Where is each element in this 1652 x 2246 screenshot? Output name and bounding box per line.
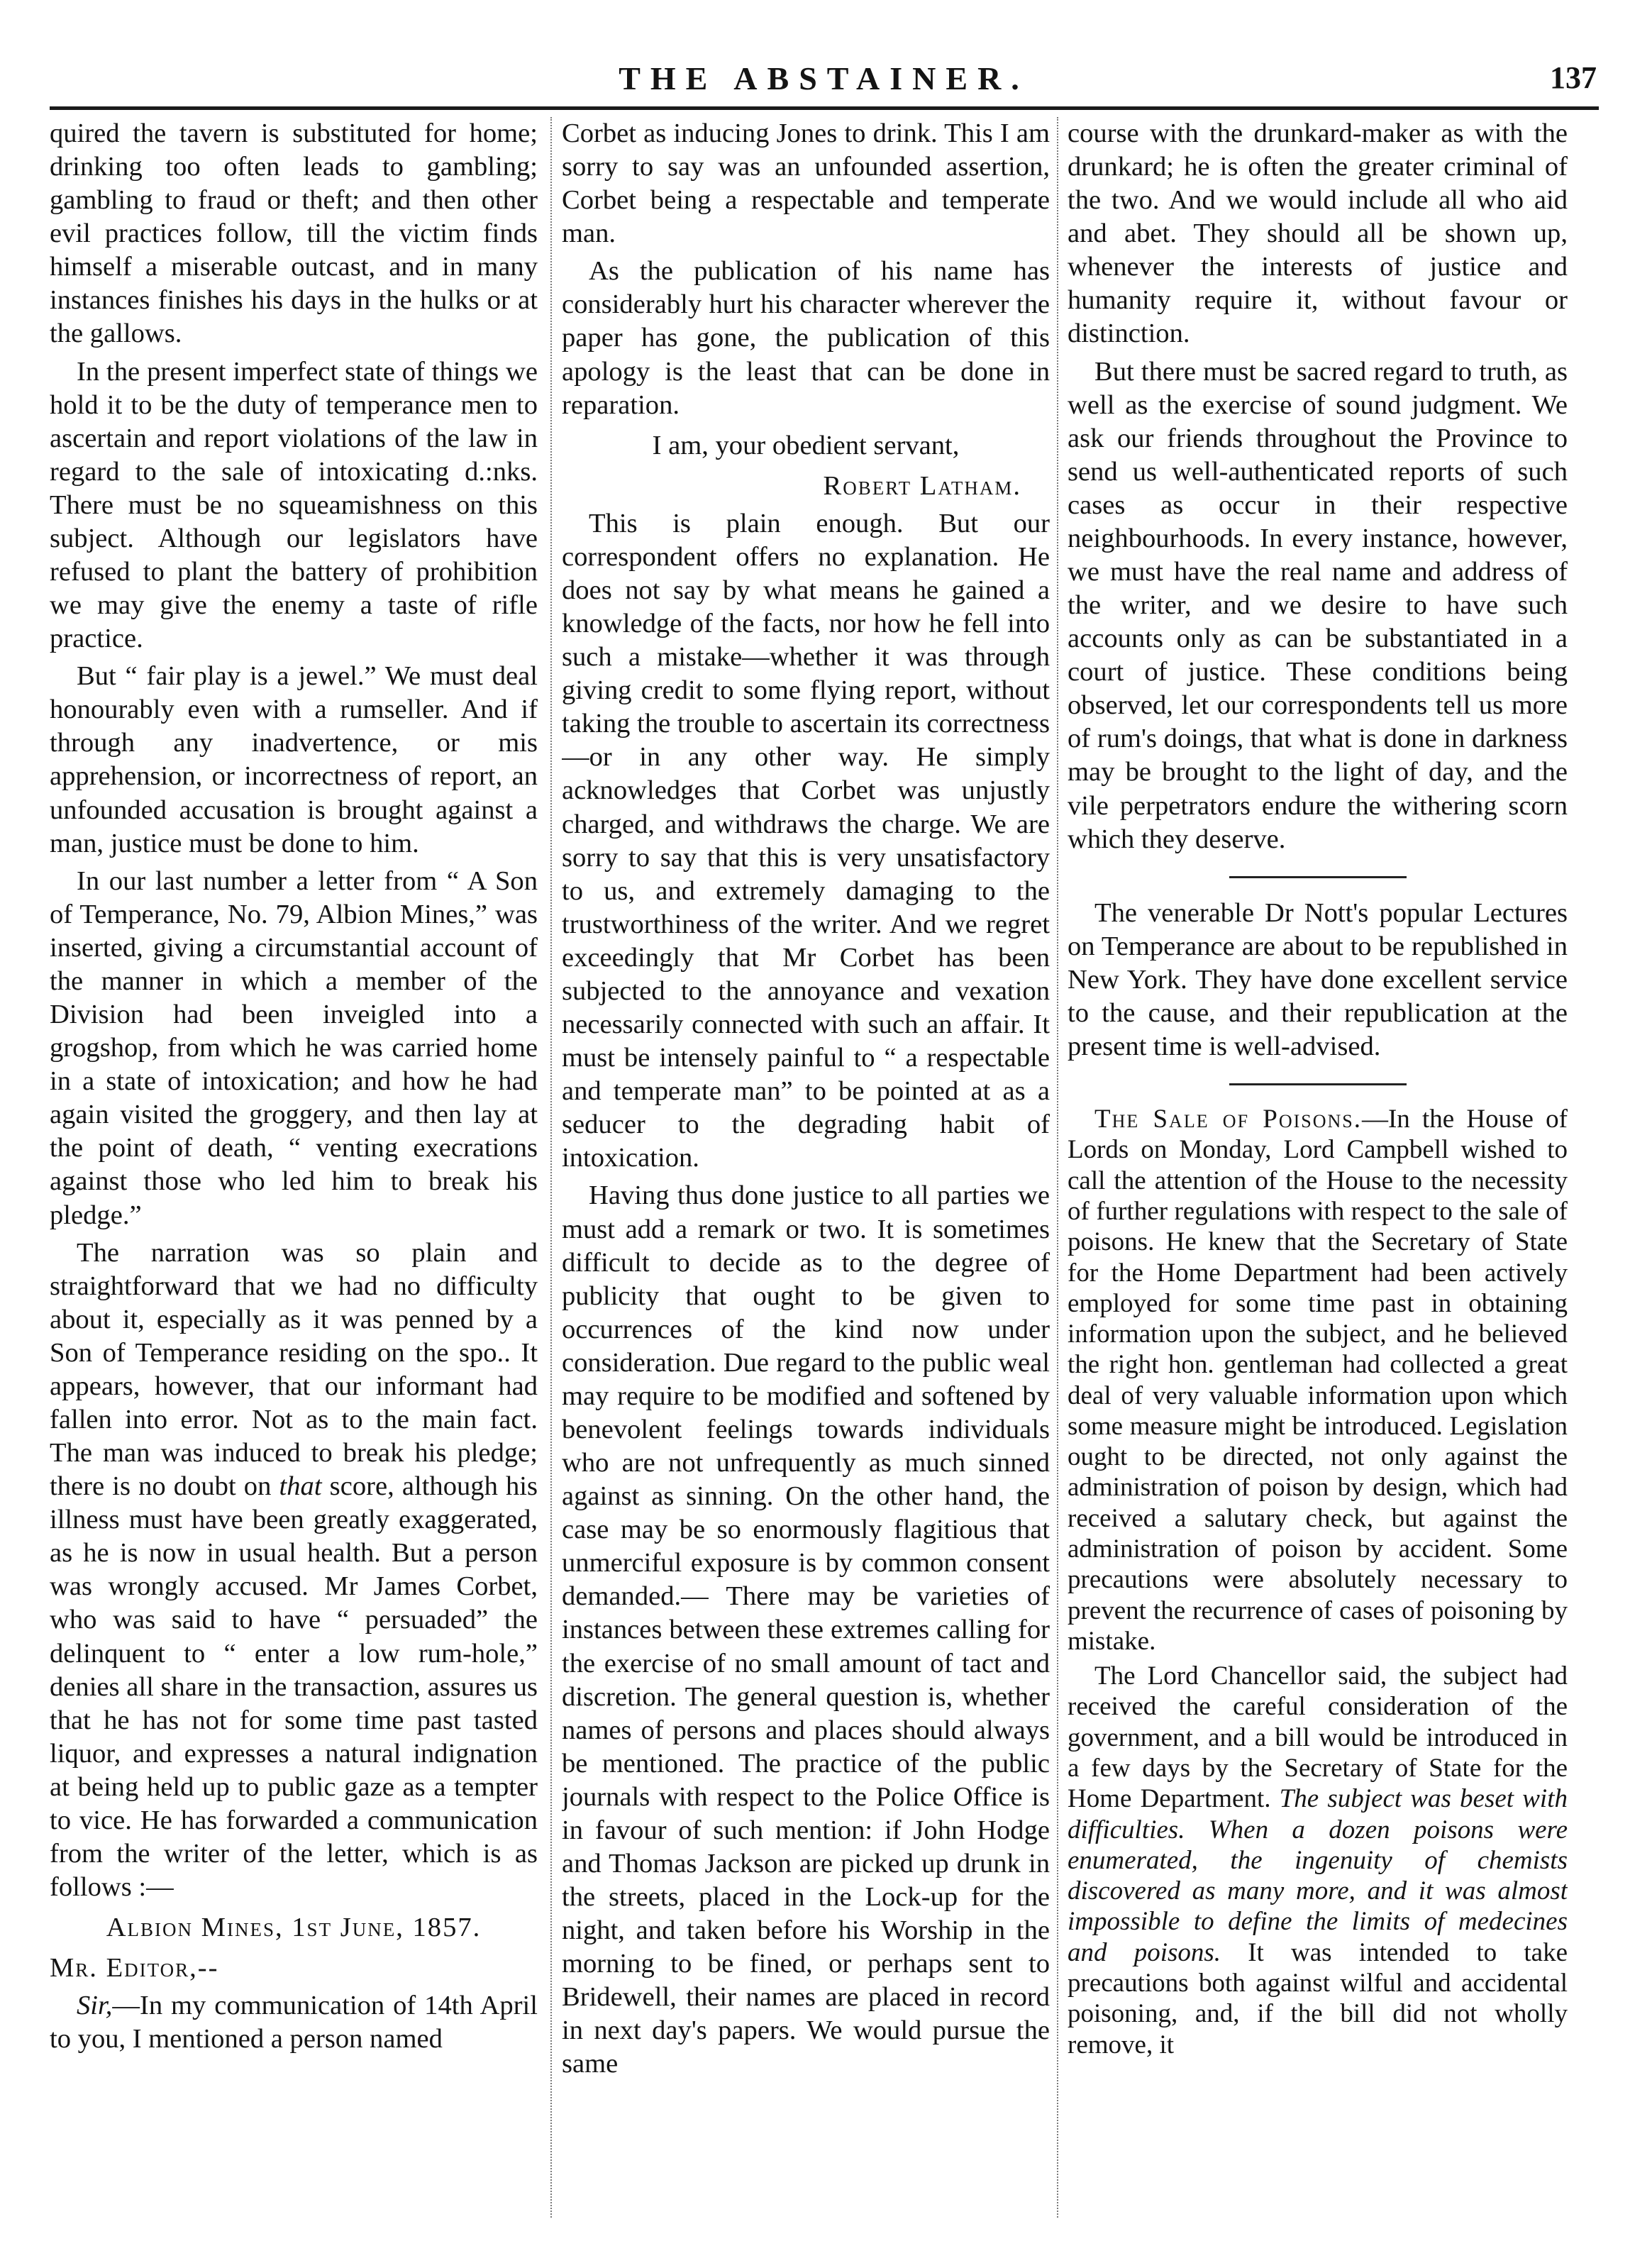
text-run: The Lord Chancellor said, the subject had received the careful consideration of the government, and a bill would be introduced in a few days by the Secretary of State for the Home Department. <box>1068 1661 1568 1814</box>
section-divider <box>1229 876 1407 878</box>
paragraph <box>50 1989 538 2056</box>
paragraph: As the publication of his name has considerably hurt his character wherever the paper has gone, the publication of this apology is the least that can be done in reparation. <box>562 256 1050 420</box>
italic-text: Sir, <box>77 1991 113 2021</box>
publication-title: THE ABSTAINER. <box>619 60 1029 96</box>
column-right <box>1068 117 1568 2218</box>
paragraph: quired the tavern is substituted for home; drinking too often leads to gambling; gambling to fraud or theft; and then other evil practices follow, till the victim finds himself a miserable outcast, and in many instances finishes his days in the hulks or at the gallows. <box>50 118 538 349</box>
column-rule-2 <box>1057 117 1058 2218</box>
paragraph: Corbet as inducing Jones to drink. This I am sorry to say was an unfounded assertion, Corbet being a respectable and temperate man. <box>562 118 1050 249</box>
paragraph <box>1068 1104 1568 1656</box>
paragraph: In our last number a letter from “ A Son of Temperance, No. 79, Albion Mines,” was inserted, giving a circumstantial account of the manner in which a member of the Division had been inveigled into a grogshop, from which he was carried home in a state of intoxication; and how he had again visited the groggery, and then lay at the point of death, “ venting execrations against those who led him to break his pledge.” <box>50 865 538 1230</box>
page-number: 137 <box>1550 60 1597 95</box>
column-middle <box>562 117 1050 2218</box>
notice-paragraph: The venerable Dr Nott's popular Lectures on Temperance are about to be republished in New York. They have done excellent service to the cause, and their republication at the present time is well-advised. <box>1068 897 1568 1062</box>
column-left <box>50 117 538 2218</box>
paragraph: But “ fair play is a jewel.” We must deal honourably even with a rumseller. And if through any inadvertence, or mis apprehension, or incorrectness of report, an unfounded accusation is brought against a man, justice must be done to him. <box>50 661 538 858</box>
text-run: The narration was so plain and straightforward that we had no difficulty about it, especially as it was penned by a Son of Temperance residing on the spo.. It appears, however, that our informant had fallen into error. Not as to the main fact. The man was induced to break his pledge; there is no doubt on <box>50 1237 538 1502</box>
italic-text: that <box>279 1471 322 1502</box>
italic-text: The subject was beset with difficulties. When a dozen poisons were enumerated, the ingenuity of chemists discovered as many more, and it was almost impossible to define the limits of medecines and poisons. <box>1068 1784 1568 1967</box>
paragraph <box>50 1237 538 1905</box>
section-divider <box>1229 1083 1407 1085</box>
paragraph: In the present imperfect state of things we hold it to be the duty of temperance men to ascertain and report violations of the law in regard to the sale of intoxicating d.:nks. There must be no squeamishness on this subject. Although our legislators have refused to plant the battery of prohibition we may give the enemy a taste of rifle practice. <box>50 356 538 654</box>
column-rule-1 <box>550 117 552 2218</box>
paragraph: But there must be sacred regard to truth, as well as the exercise of sound judgment. We ask our friends throughout the Province to send us well-authenticated reports of such cases as occur in their respective neighbourhoods. In every instance, however, we must have the real name and address of the writer, and we desire to have such accounts only as can be substantiated in a court of justice. These conditions being observed, let our correspondents tell us more of rum's doings, that what is done in darkness may be brought to the light of day, and the vile perpetrators endure the withering scorn which they deserve. <box>1068 356 1568 854</box>
text-run: —In the House of Lords on Monday, Lord Campbell wished to call the attention of the House to the necessity of further regulations with respect to the sale of poisons. He knew that the Secretary of State for the Home Department had been actively employed for some time past in obtaining information upon the subject, and he believed the right hon. gentleman had collected a great deal of very valuable information upon which some measure might be introduced. Legislation ought to be directed, not only against the administration of poison by design, which had received a salutary check, but against the administration of poison by accident. Some precautions were absolutely necessary to prevent the recurrence of cases of poisoning by mistake. <box>1068 1105 1568 1656</box>
paragraph: Having thus done justice to all parties we must add a remark or two. It is sometimes difficult to decide as to the degree of publicity that ought to be given to occurrences of the kind now under consideration. Due regard to the public weal may require to be modified and softened by benevolent feelings towards individuals who are not unfrequently as much sinned against as sinning. On the other hand, the case may be so enormously flagitious that unmerciful exposure is by common consent demanded.— There may be varieties of instances between these extremes calling for the exercise of no small amount of tact and discretion. The general question is, whether names of persons and places should always be mentioned. The practice of the public journals with respect to the Police Office is in favour of such mention: if John Hodge and Thomas Jackson are picked up drunk in the streets, placed in the Lock-up for the night, and taken before his Worship in the morning to be fined, or perhaps sent to Bridewell, their names are placed in record in next day's papers. We would pursue the same <box>562 1180 1050 2079</box>
header-rule <box>50 106 1599 110</box>
paragraph <box>1068 1661 1568 2060</box>
letter-signature: Robert Latham. <box>823 470 1021 501</box>
text-run: —In my communication of 14th April to you, I mentioned a person named <box>50 1991 538 2054</box>
paragraph: This is plain enough. But our correspondent offers no explanation. He does not say by what means he gained a knowledge of the facts, nor how he fell into such a mistake—whether it was through giving credit to some flying report, without taking the trouble to ascertain its correctness—or in any other way. He simply acknowledges that Corbet was unjustly charged, and withdraws the charge. We are sorry to say that this is very unsatisfactory to us, and extremely damaging to the trustworthiness of the writer. And we regret exceedingly that Mr Corbet has been subjected to the annoyance and vexation necessarily connected with such an affair. It must be intensely painful to “ a respectable and temperate man” to be pointed at as a seducer to the degrading habit of intoxication. <box>562 508 1050 1173</box>
letter-salutation: Mr. Editor,-- <box>50 1953 219 1984</box>
letter-dateline: Albion Mines, 1st June, 1857. <box>106 1913 482 1943</box>
page-header <box>51 50 1597 99</box>
text-run: It was intended to take precautions both against wilful and accidental poisoning, and, if the bill did not wholly remove, it <box>1068 1937 1568 2059</box>
letter-closing: I am, your obedient servant, <box>652 430 960 460</box>
paragraph: course with the drunkard-maker as with the drunkard; he is often the greater criminal of the two. And we would include all who aid and abet. They should all be shown up, whenever the interests of justice and humanity require it, without favour or distinction. <box>1068 118 1568 349</box>
text-run: score, although his illness must have been greatly exaggerated, as he is now in usual health. But a person was wrongly accused. Mr James Corbet, who was said to have “ persuaded” the delinquent to “ enter a low rum-hole,” denies all share in the transaction, assures us that he has not for some time past tasted liquor, and expresses a natural indignation at being held up to public gaze as a tempter to vice. He has forwarded a communication from the writer of the letter, which is as follows :— <box>50 1471 538 1903</box>
article-sale-of-poisons <box>1068 1104 1568 2060</box>
article-heading: The Sale of Poisons. <box>1094 1105 1362 1134</box>
